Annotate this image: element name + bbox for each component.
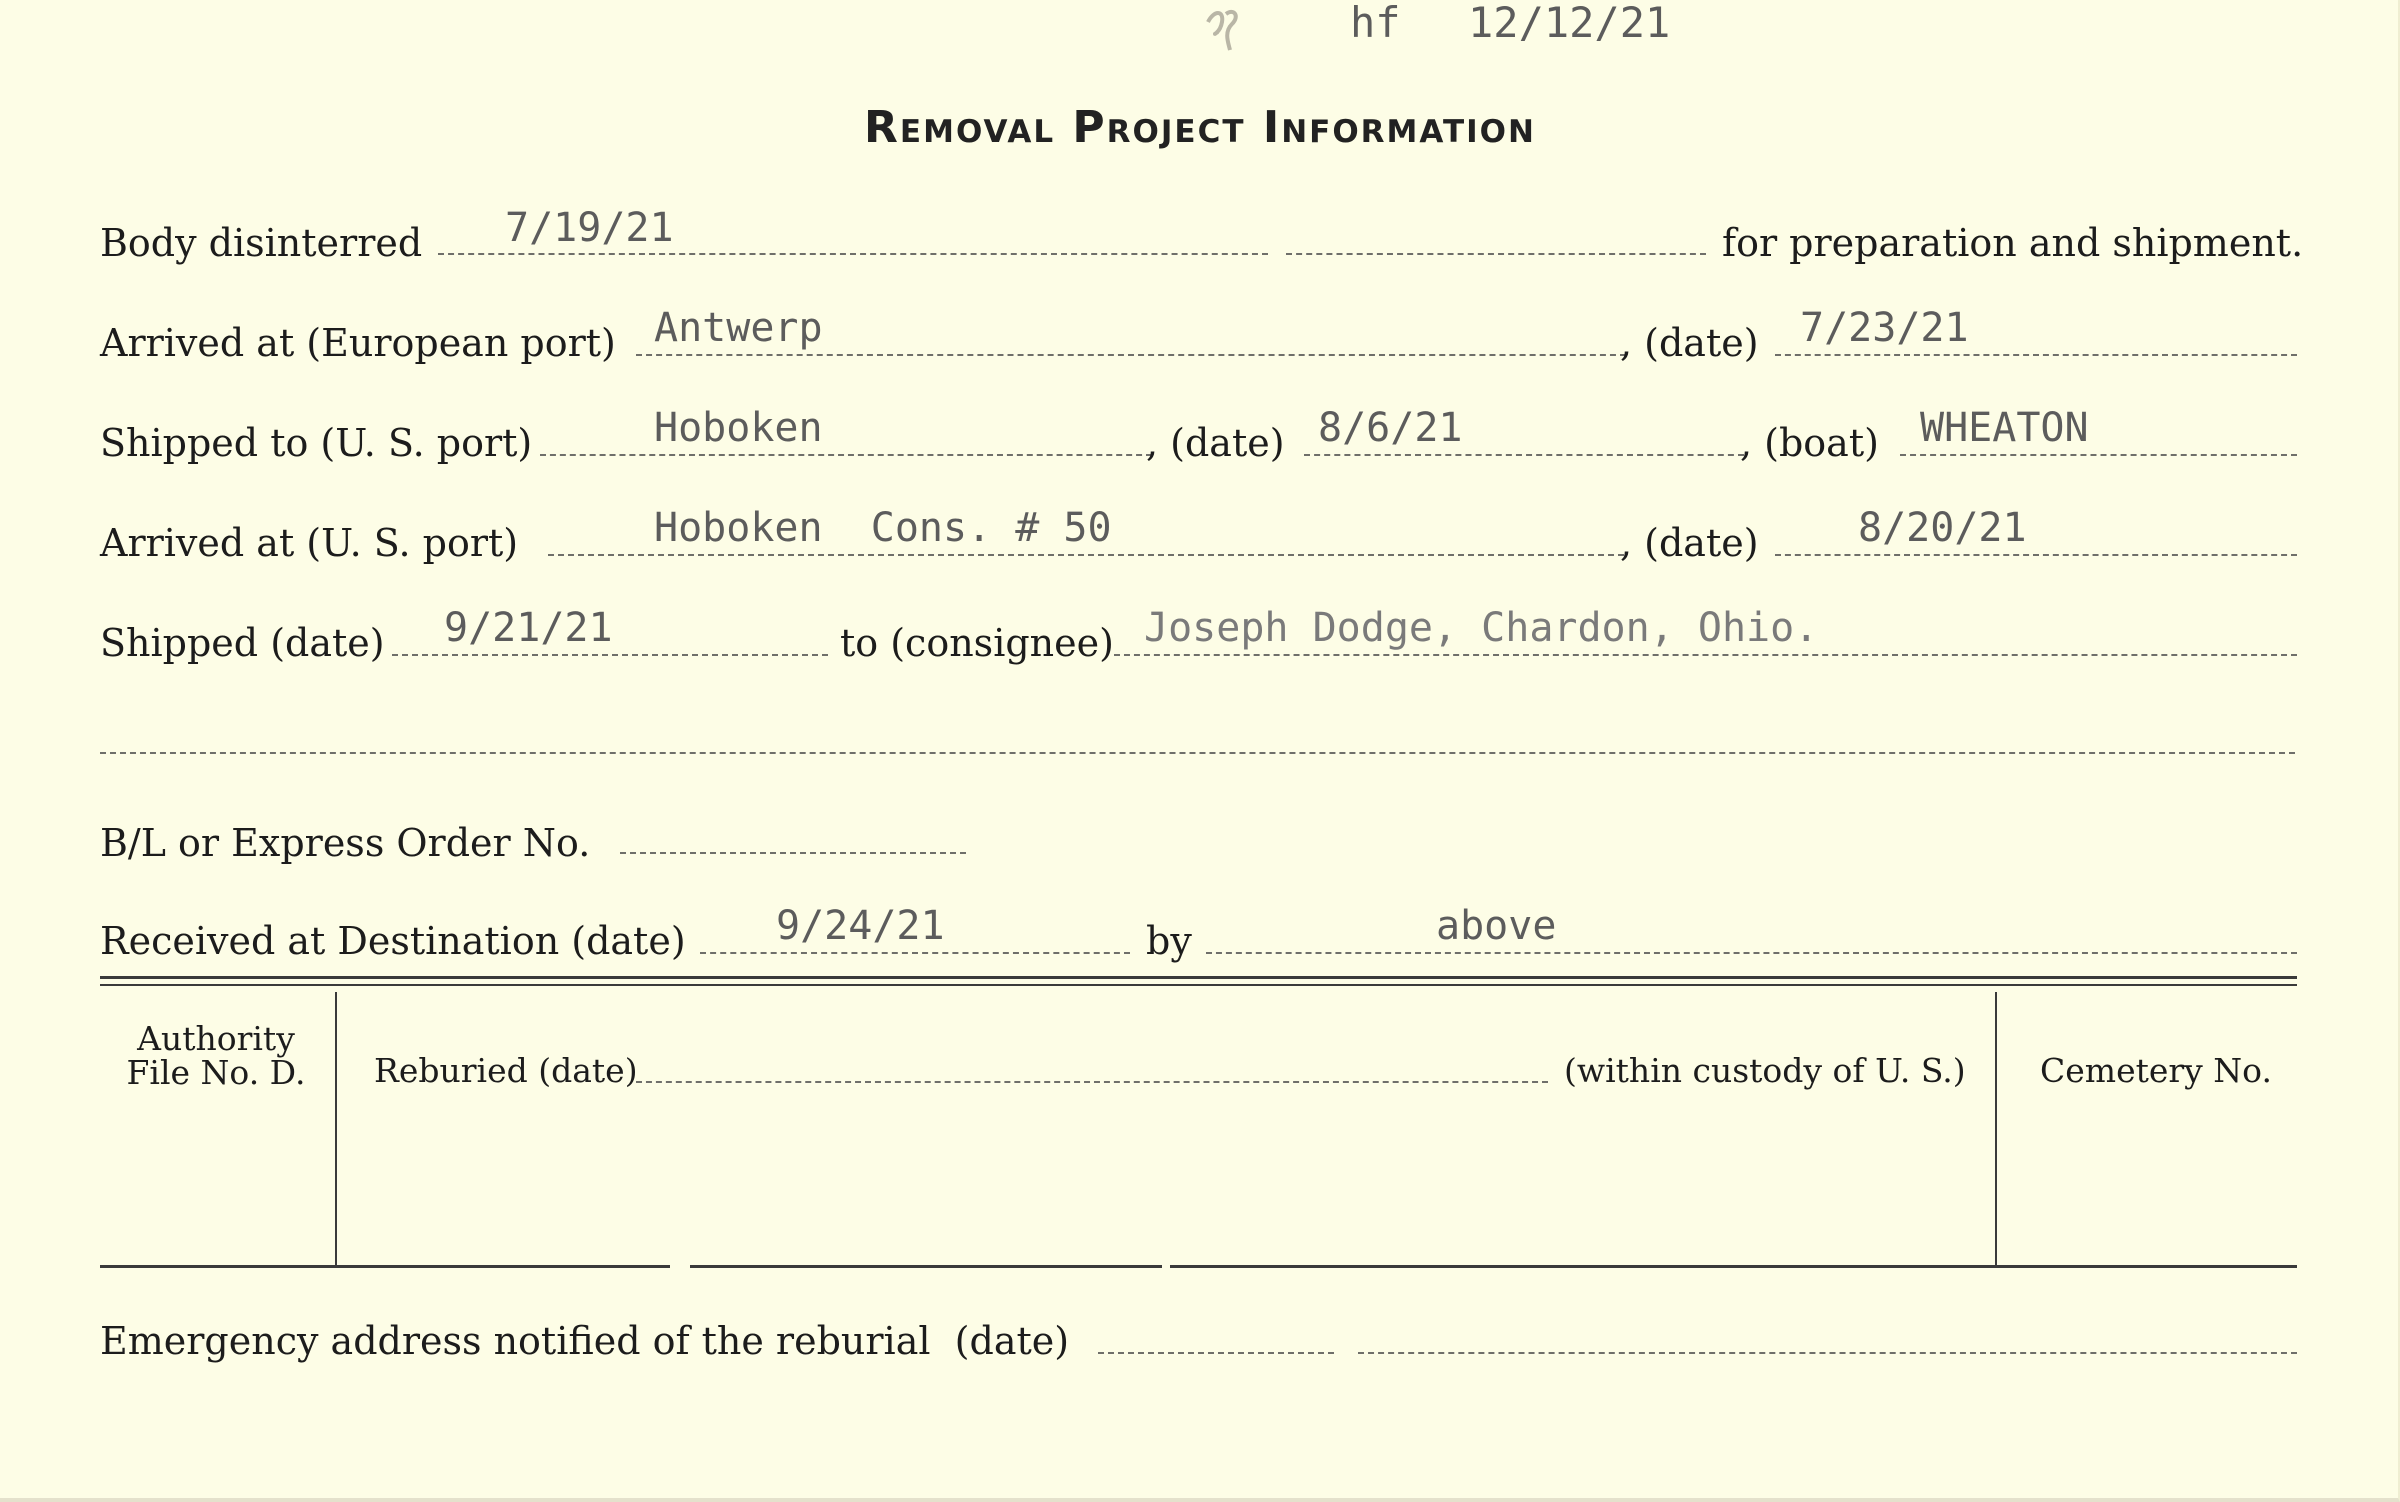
table-top-rule-2 [100, 984, 2297, 986]
received-date-line [700, 952, 1130, 954]
consignee-line [1114, 654, 2297, 656]
european-port-date-label: , (date) [1620, 321, 1759, 365]
shipped-us-line [540, 454, 1152, 456]
header-date: 12/12/21 [1468, 0, 1671, 47]
disinterred-value: 7/19/21 [505, 205, 674, 251]
european-port-label: Arrived at (European port) [100, 321, 616, 365]
cemetery-label: Cemetery No. [2040, 1051, 2272, 1090]
emergency-line [1098, 1352, 1334, 1354]
disinterred-line-2 [1286, 253, 1706, 255]
shipped-us-date-label: , (date) [1146, 421, 1285, 465]
received-date: 9/24/21 [776, 903, 945, 949]
shipped-us-date-line [1304, 454, 1744, 456]
card-title: Removal Project Information [864, 102, 1536, 153]
authority-label-2: File No. D. [126, 1053, 306, 1092]
arrived-us-date-label: , (date) [1620, 521, 1759, 565]
arrived-us-date: 8/20/21 [1858, 505, 2027, 551]
received-by-label: by [1146, 919, 1192, 963]
arrived-us-value: Hoboken Cons. # 50 [654, 505, 1112, 551]
shipped-us-value: Hoboken [654, 405, 823, 451]
table-bottom-rule-b [690, 1265, 1162, 1268]
disinterred-label: Body disinterred [100, 221, 423, 265]
received-by-line [1206, 952, 2297, 954]
bl-label: B/L or Express Order No. [100, 821, 591, 865]
shipped-us-boat-label: , (boat) [1740, 421, 1879, 465]
authority-label-1: Authority [137, 1019, 295, 1058]
table-bottom-rule-a [100, 1265, 670, 1268]
table-divider-right [1995, 992, 1997, 1266]
shipped-date-label: Shipped (date) [100, 621, 385, 665]
reburied-label: Reburied (date) [374, 1051, 638, 1090]
european-port-date-line [1775, 354, 2297, 356]
pencil-mark [1200, 2, 1260, 62]
disinterred-line [438, 253, 1268, 255]
arrived-us-date-line [1775, 554, 2297, 556]
european-port-value: Antwerp [654, 305, 823, 351]
european-port-line [636, 354, 1626, 356]
consignee-value: Joseph Dodge, Chardon, Ohio. [1144, 605, 1819, 651]
shipped-us-boat: WHEATON [1920, 405, 2089, 451]
blank-line [100, 752, 2295, 754]
emergency-label: Emergency address notified of the reburial (date) [100, 1319, 1070, 1363]
received-label: Received at Destination (date) [100, 919, 686, 963]
received-by: above [1436, 903, 1557, 949]
arrived-us-line [548, 554, 1624, 556]
european-port-date: 7/23/21 [1800, 305, 1969, 351]
disinterred-suffix: for preparation and shipment. [1722, 221, 2304, 265]
shipped-date-line [392, 654, 828, 656]
reburied-line [636, 1081, 1548, 1083]
emergency-line-2 [1358, 1352, 2297, 1354]
shipped-us-date: 8/6/21 [1318, 405, 1463, 451]
table-bottom-rule-c [1170, 1265, 2297, 1268]
shipped-date: 9/21/21 [444, 605, 613, 651]
table-top-rule [100, 976, 2297, 979]
bl-line [620, 852, 966, 854]
custody-label: (within custody of U. S.) [1564, 1051, 1966, 1090]
shipped-us-label: Shipped to (U. S. port) [100, 421, 533, 465]
arrived-us-label: Arrived at (U. S. port) [100, 521, 519, 565]
table-divider-left [335, 992, 337, 1266]
consignee-label: to (consignee) [840, 621, 1114, 665]
header-initials: hf [1350, 0, 1401, 47]
shipped-us-boat-line [1900, 454, 2297, 456]
